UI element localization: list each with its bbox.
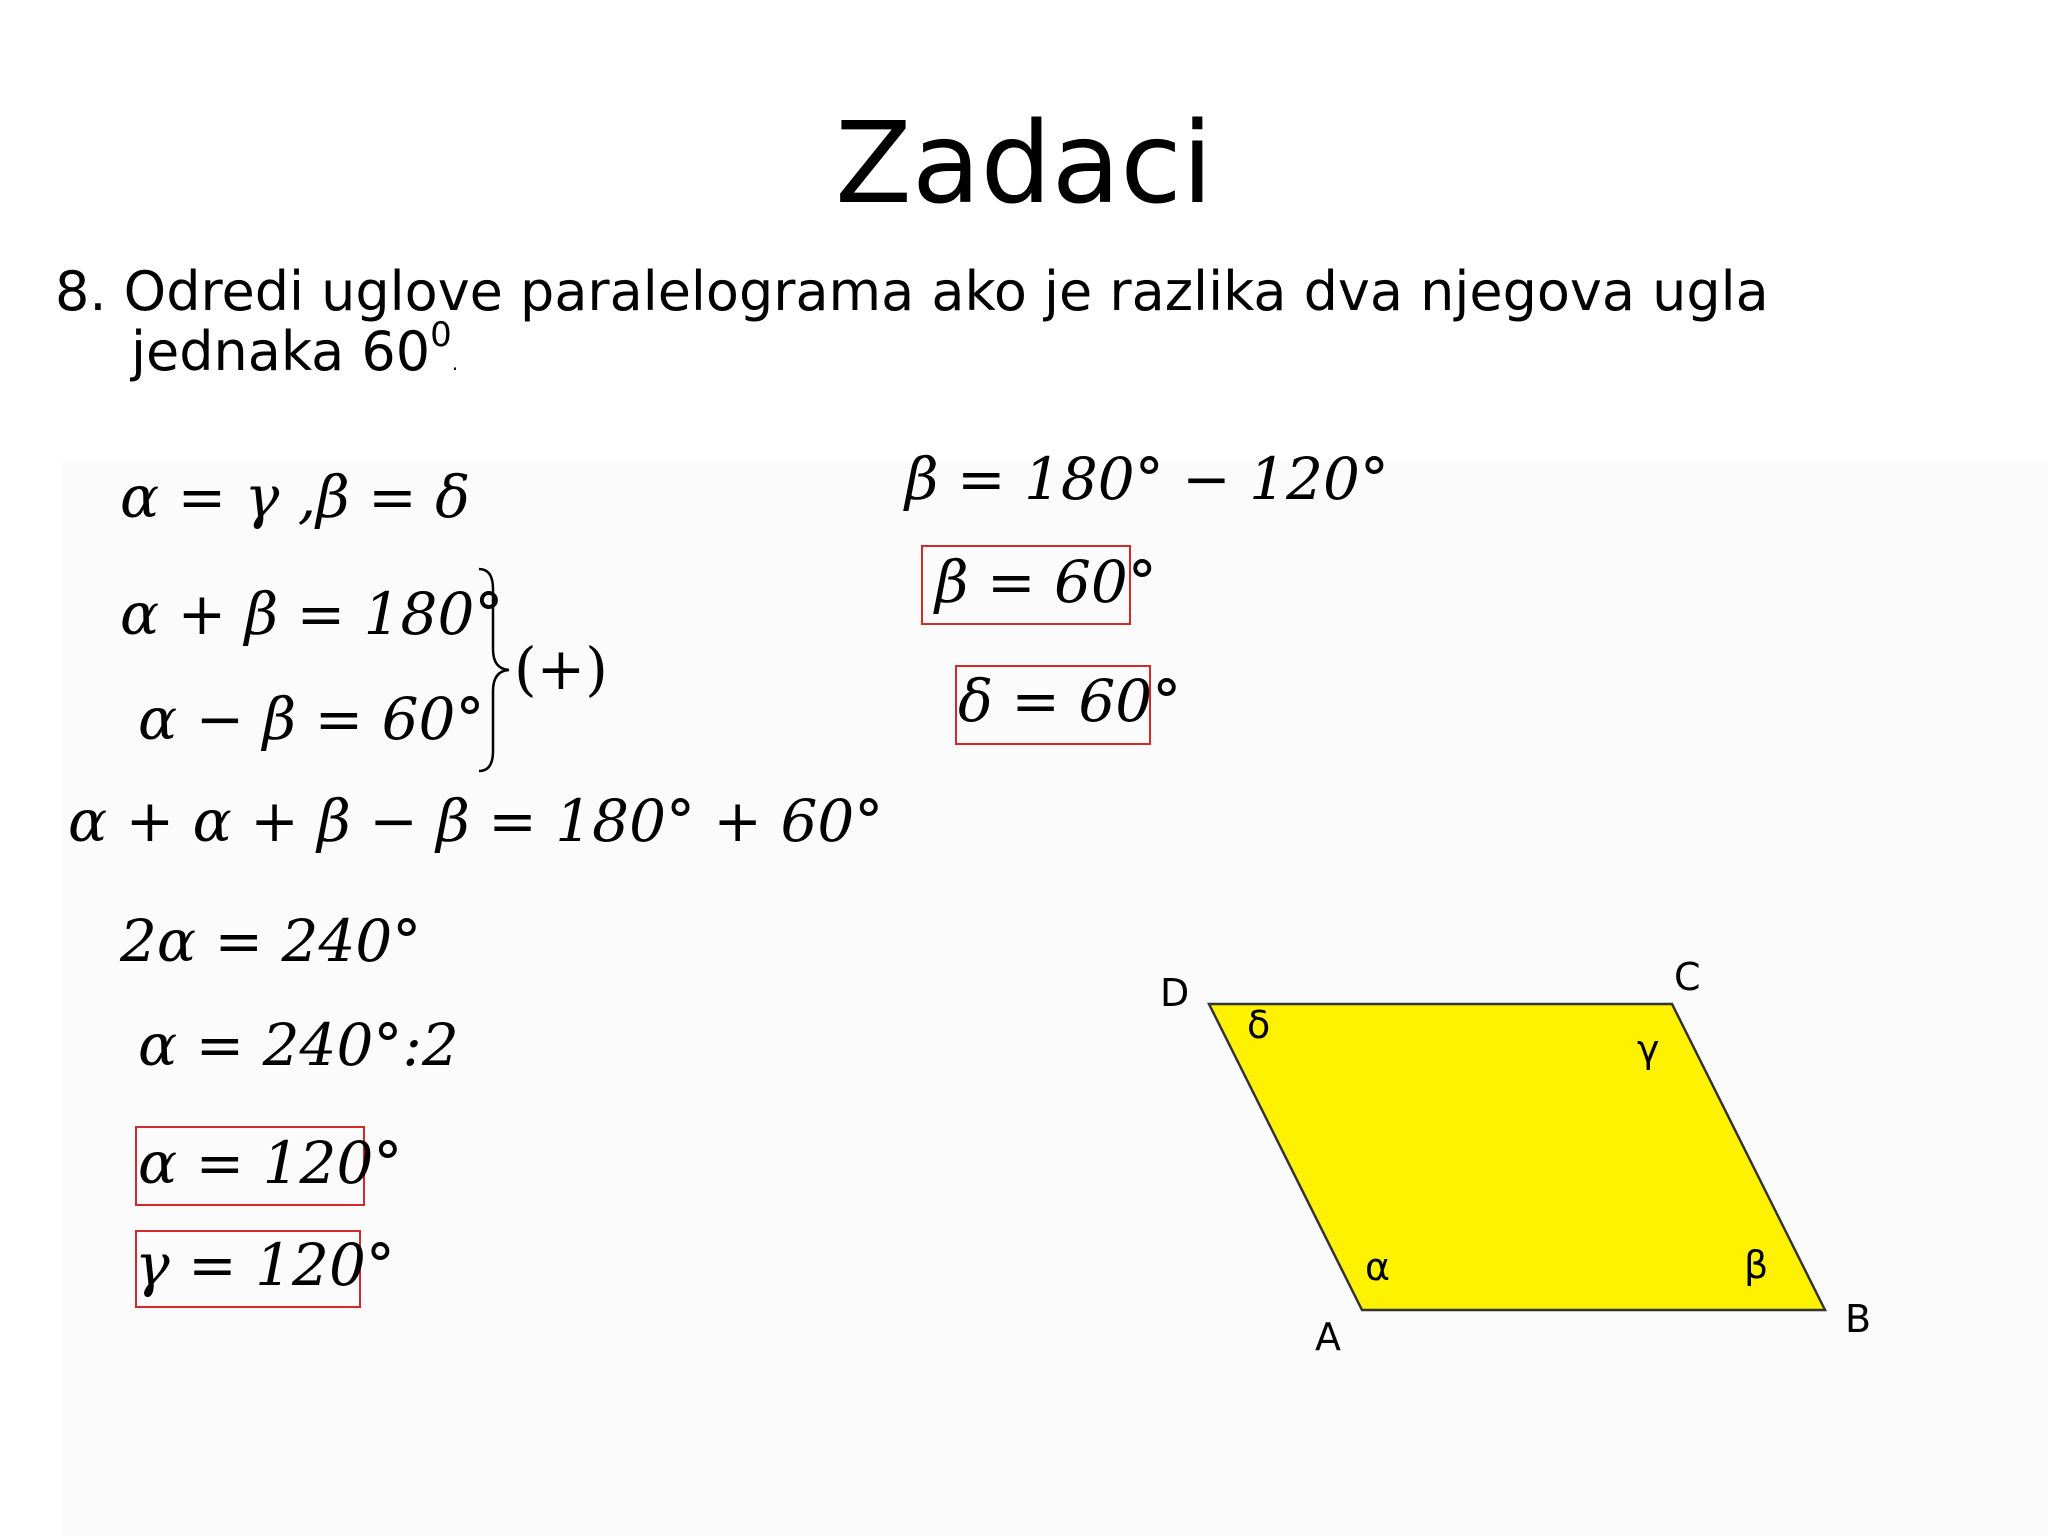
equation-beta-subtraction: β = 180° − 120° — [905, 445, 1389, 513]
angle-label-alpha: α — [1365, 1245, 1391, 1289]
equation-two-alpha: 2α = 240° — [120, 907, 422, 975]
vertex-label-d: D — [1160, 971, 1190, 1015]
equation-sum: α + β = 180° — [120, 580, 504, 648]
degree-superscript: 0 — [430, 315, 452, 356]
problem-line-1: 8. Odredi uglove paralelograma ako je razlika dva njegova ugla — [55, 260, 1769, 323]
equation-alpha-division: α = 240°:2 — [138, 1011, 459, 1079]
result-alpha: α = 120° — [138, 1129, 403, 1197]
vertex-label-c: C — [1674, 955, 1701, 999]
equation-combined: α + α + β − β = 180° + 60° — [68, 787, 884, 855]
angle-label-beta: β — [1744, 1243, 1769, 1287]
equation-difference: α − β = 60° — [138, 685, 485, 753]
slide-title: Zadaci — [835, 99, 1213, 229]
equation-equal-angles: α = γ ,β = δ — [120, 463, 471, 531]
result-beta: β = 60° — [935, 548, 1157, 616]
result-delta: δ = 60° — [958, 667, 1182, 735]
problem-line-2-text: jednaka 60 — [131, 320, 431, 384]
vertex-label-a: A — [1315, 1315, 1341, 1359]
add-equations-label: (+) — [514, 635, 608, 703]
vertex-label-b: B — [1845, 1297, 1872, 1341]
angle-label-gamma: γ — [1637, 1027, 1660, 1071]
parallelogram-shape — [1209, 1004, 1825, 1310]
angle-label-delta: δ — [1247, 1003, 1271, 1047]
problem-period: . — [451, 351, 459, 376]
result-gamma: γ = 120° — [135, 1231, 395, 1299]
